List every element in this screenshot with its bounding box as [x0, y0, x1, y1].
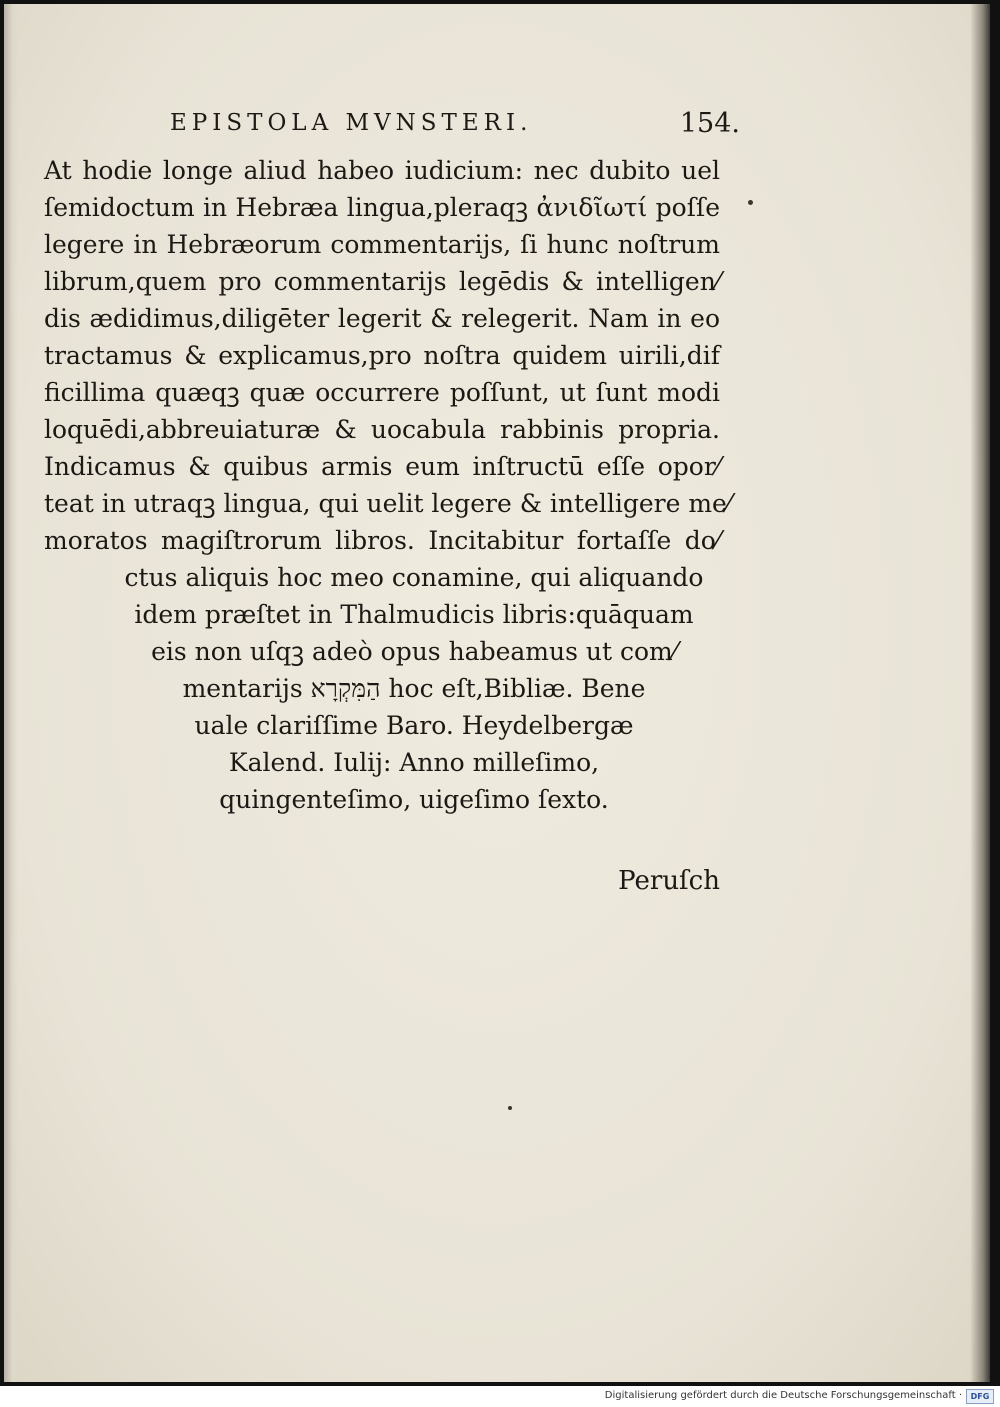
text-line: ficillima quæqꝫ quæ occurrere poſſunt, ut ſunt modi	[44, 378, 720, 407]
text-line: ctus aliquis hoc meo conamine, qui aliquando	[124, 563, 704, 592]
ink-speck	[508, 1106, 512, 1110]
ink-speck	[748, 200, 753, 205]
text-line: dis ædidimus,diligēter legerit & relegerit. Nam in eo	[44, 304, 720, 333]
page-number: 154.	[679, 108, 740, 139]
digitization-footer	[0, 1386, 1000, 1407]
dfg-logo: DFG	[966, 1389, 994, 1404]
page-edge-left	[4, 4, 18, 1382]
catchword: Peruſch	[618, 866, 720, 896]
text-line: tractamus & explicamus,pro noſtra quidem uirili,dif	[44, 341, 720, 370]
body-text	[44, 152, 734, 818]
text-line: quingenteſimo, uigeſimo ſexto.	[219, 785, 609, 814]
text-line: At hodie longe aliud habeo iudicium: nec dubito uel	[44, 156, 720, 185]
running-head-title: EPISTOLA MVNSTERI.	[170, 110, 533, 136]
text-line: librum,quem pro commentarijs legēdis & intelligen⁄	[44, 267, 720, 296]
text-line: uale clariſſime Baro. Heydelbergæ	[194, 711, 634, 740]
text-line: Kalend. Iulij: Anno milleſimo,	[228, 748, 600, 777]
text-line: teat in utraqꝫ lingua, qui uelit legere & intelligere me⁄	[44, 489, 732, 518]
text-line: mentarijs הַמִּקְרָא hoc eſt,Bibliæ. Bene	[182, 674, 646, 703]
text-line: idem præſtet in Thalmudicis libris:quāquam	[134, 600, 694, 629]
page-edge-right	[970, 4, 990, 1382]
text-line: eis non uſqꝫ adeò opus habeamus ut com⁄	[151, 637, 677, 666]
text-line: ſemidoctum in Hebræa lingua,pleraqꝫ ἀνιδῖωτί poſſe	[44, 193, 720, 222]
running-head	[170, 108, 740, 142]
text-line: moratos magiſtrorum libros. Incitabitur fortaſſe do⁄	[44, 526, 720, 555]
text-line: loquēdi,abbreuiaturæ & uocabula rabbinis propria.	[44, 415, 720, 444]
funding-credit: Digitalisierung gefördert durch die Deutsche Forschungsgemeinschaft ·	[604, 1390, 962, 1401]
text-line: legere in Hebræorum commentarijs, ſi hunc noſtrum	[44, 230, 720, 259]
text-line: Indicamus & quibus armis eum inſtructū eſſe opor⁄	[44, 452, 720, 481]
